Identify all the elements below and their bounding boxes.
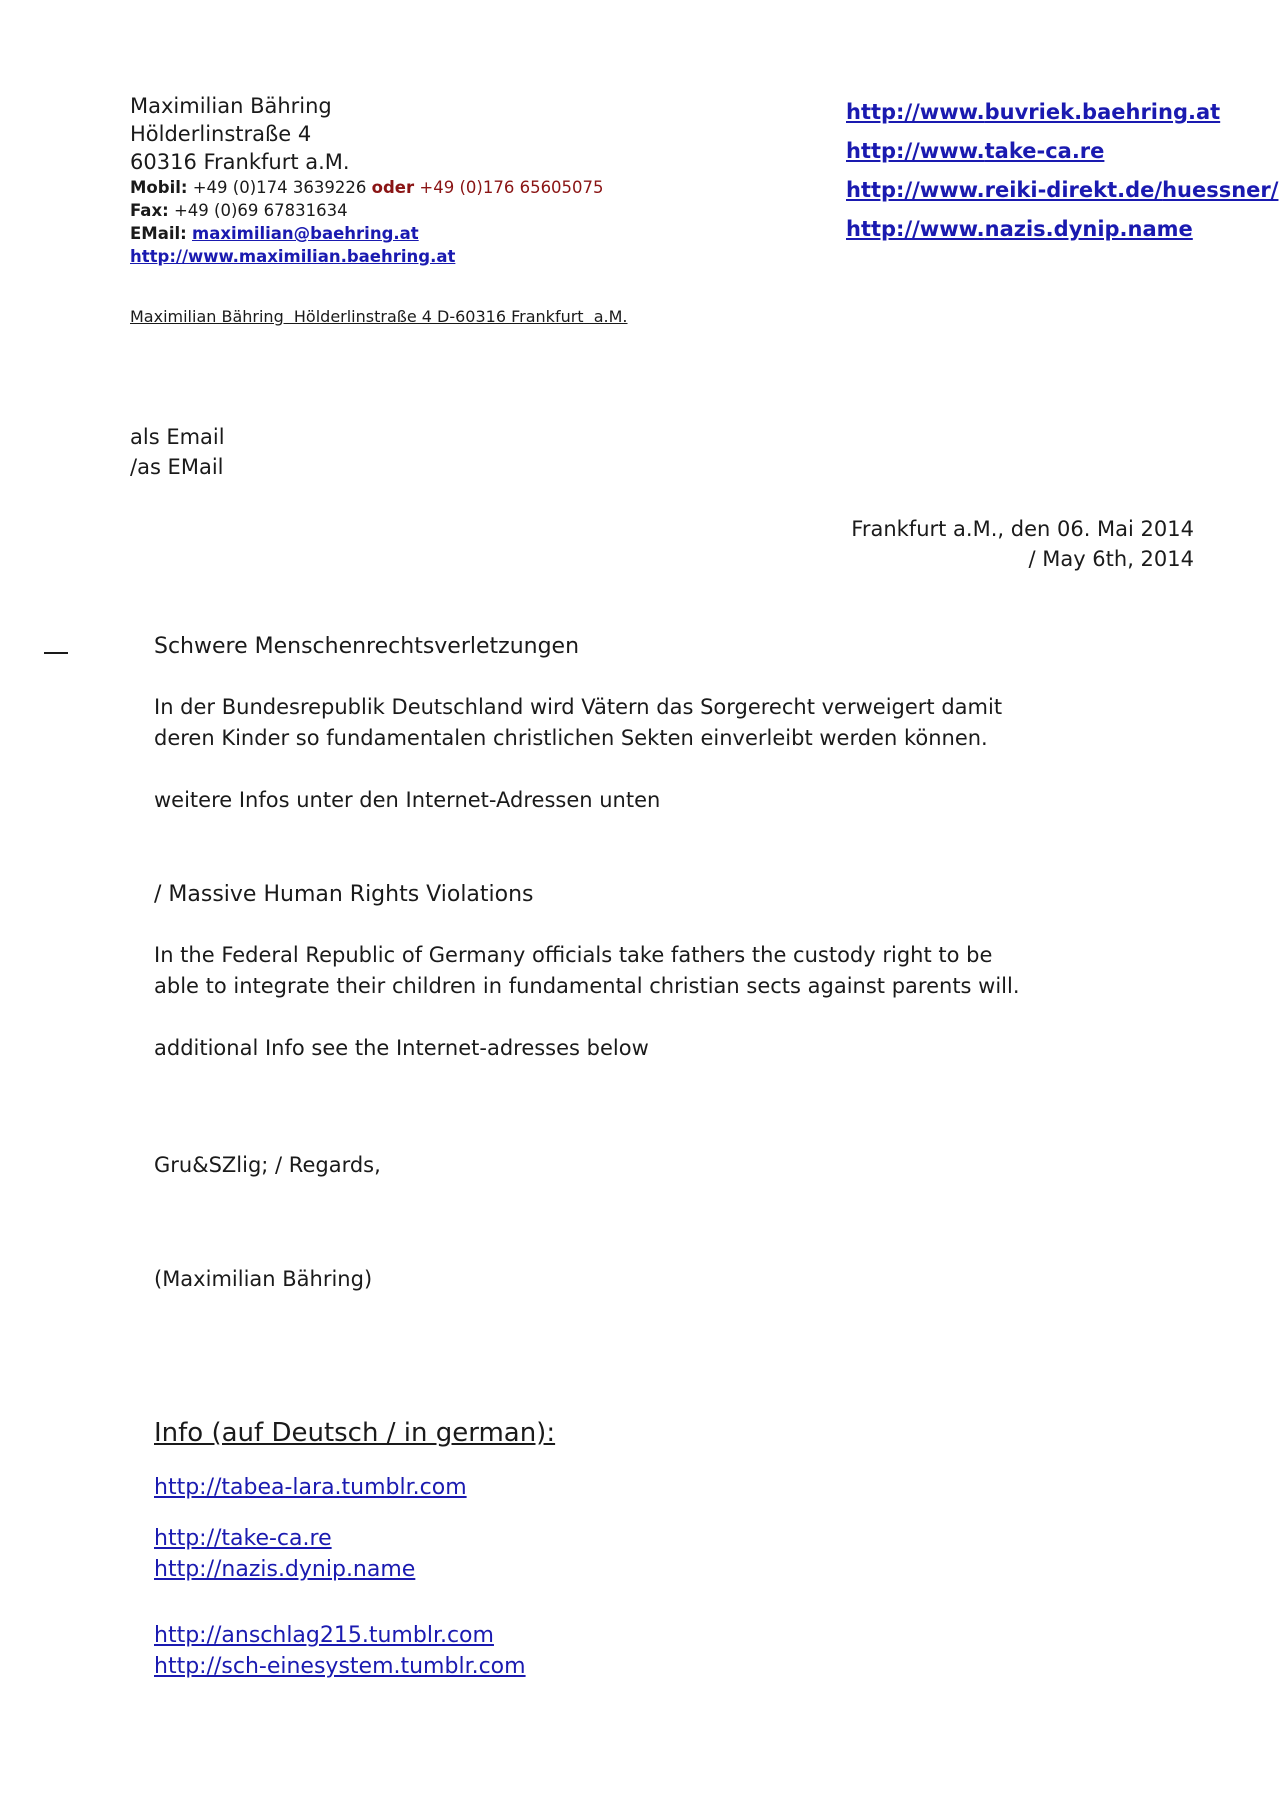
info-link-nazis[interactable]: http://nazis.dynip.name bbox=[154, 1557, 416, 1582]
top-link-nazis[interactable] bbox=[846, 217, 1193, 241]
english-more-info: additional Info see the Internet-adresses below bbox=[154, 1036, 649, 1060]
delivery-method bbox=[130, 422, 225, 482]
sender-block bbox=[130, 92, 604, 268]
fax-label: Fax: bbox=[130, 201, 169, 220]
link-bold: take-ca.re bbox=[984, 139, 1105, 163]
link-bold: buvriek.baehring.at bbox=[984, 100, 1221, 124]
link-bold: huessner/ bbox=[1162, 178, 1279, 202]
top-links bbox=[846, 100, 1278, 256]
info-link-anschlag215[interactable]: http://anschlag215.tumblr.com bbox=[154, 1623, 494, 1648]
info-link-tabea-lara[interactable]: http://tabea-lara.tumblr.com bbox=[154, 1475, 467, 1500]
greeting: Gru&SZlig; / Regards, bbox=[154, 1153, 381, 1177]
english-body-line-2: able to integrate their children in fundamental christian sects against parents will. bbox=[154, 974, 1020, 998]
top-link-reiki[interactable] bbox=[846, 178, 1278, 202]
mobile-label: Mobil: bbox=[130, 178, 188, 197]
delivery-line-en: /as EMail bbox=[130, 455, 224, 479]
german-body bbox=[154, 692, 1002, 754]
return-address-line: Maximilian Bähring Hölderlinstraße 4 D-60316 Frankfurt a.M. bbox=[130, 307, 628, 326]
mobile-number-2: +49 (0)176 65605075 bbox=[419, 178, 604, 197]
fax-number: +49 (0)69 67831634 bbox=[173, 201, 348, 220]
sender-email bbox=[130, 222, 604, 245]
sender-website-link[interactable]: http://www.maximilian.baehring.at bbox=[130, 247, 456, 266]
mobile-or: oder bbox=[371, 178, 415, 197]
info-links bbox=[154, 1472, 526, 1682]
link-prefix: http://www. bbox=[846, 139, 985, 163]
info-heading: Info (auf Deutsch / in german): bbox=[154, 1418, 556, 1448]
german-more-info: weitere Infos unter den Internet-Adressen unten bbox=[154, 788, 661, 812]
fold-mark bbox=[44, 652, 68, 654]
link-prefix: http://www.reiki-direkt.de/ bbox=[846, 178, 1163, 202]
mobile-number-1: +49 (0)174 3639226 bbox=[192, 178, 367, 197]
delivery-line-de: als Email bbox=[130, 425, 225, 449]
top-link-take-ca[interactable] bbox=[846, 139, 1104, 163]
sender-fax bbox=[130, 199, 604, 222]
link-prefix: http://www. bbox=[846, 100, 985, 124]
date-line-en: / May 6th, 2014 bbox=[1028, 547, 1194, 571]
email-link[interactable]: maximilian@baehring.at bbox=[192, 224, 419, 243]
german-subject: Schwere Menschenrechtsverletzungen bbox=[154, 634, 580, 659]
info-link-sch-einesystem[interactable]: http://sch-einesystem.tumblr.com bbox=[154, 1654, 526, 1679]
signature: (Maximilian Bähring) bbox=[154, 1267, 373, 1291]
sender-name: Maximilian Bähring bbox=[130, 94, 332, 118]
date-line-de: Frankfurt a.M., den 06. Mai 2014 bbox=[851, 517, 1194, 541]
english-subject: / Massive Human Rights Violations bbox=[154, 882, 534, 907]
sender-mobile bbox=[130, 176, 604, 199]
english-body bbox=[154, 940, 1020, 1002]
link-bold: nazis.dynip.name bbox=[984, 217, 1193, 241]
top-link-buvriek[interactable] bbox=[846, 100, 1220, 124]
info-link-take-ca[interactable]: http://take-ca.re bbox=[154, 1526, 332, 1551]
english-body-line-1: In the Federal Republic of Germany officials take fathers the custody right to be bbox=[154, 943, 993, 967]
sender-street: Hölderlinstraße 4 bbox=[130, 122, 312, 146]
email-label: EMail: bbox=[130, 224, 187, 243]
german-body-line-2: deren Kinder so fundamentalen christlichen Sekten einverleibt werden können. bbox=[154, 726, 988, 750]
sender-city: 60316 Frankfurt a.M. bbox=[130, 150, 350, 174]
german-body-line-1: In der Bundesrepublik Deutschland wird Vätern das Sorgerecht verweigert damit bbox=[154, 695, 1003, 719]
link-prefix: http://www. bbox=[846, 217, 985, 241]
letter-date bbox=[851, 514, 1194, 574]
